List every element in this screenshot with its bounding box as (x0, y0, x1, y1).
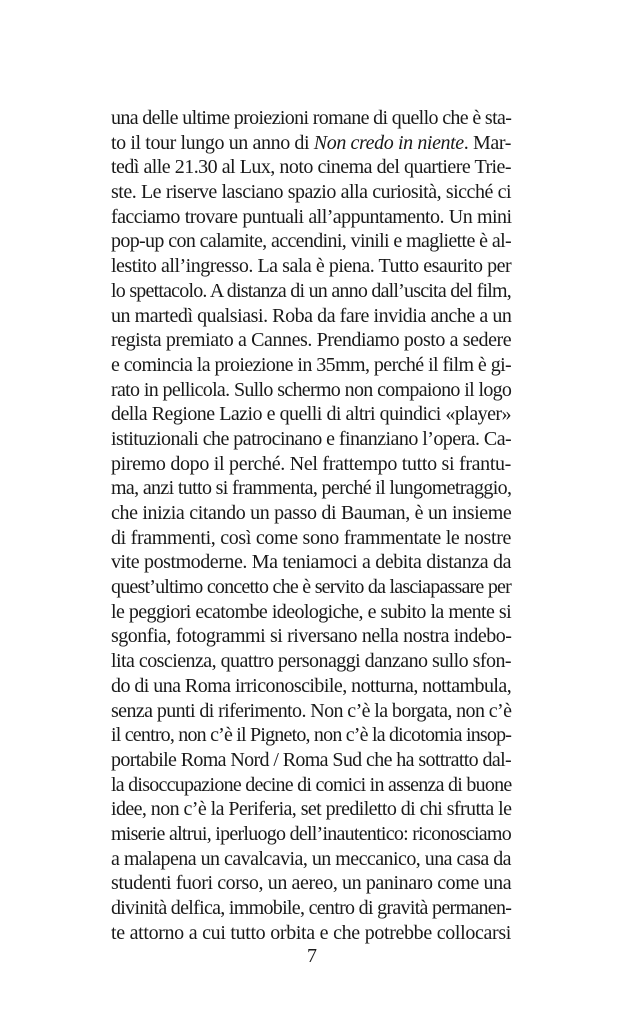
text-run: un martedì qualsiasi. Roba da fare invidia anche a un (111, 304, 512, 327)
text-run: lita coscienza, quattro personaggi danzano sullo sfon- (111, 650, 511, 673)
italic-title: Non credo in niente (313, 131, 464, 154)
text-run: studenti fuori corso, un aereo, un paninaro come una (111, 872, 512, 895)
text-run: piremo dopo il perché. Nel frattempo tutto si frantu- (111, 452, 511, 475)
text-run: regista premiato a Cannes. Prendiamo posto a sedere (111, 329, 512, 352)
text-line (111, 279, 511, 304)
text-line (111, 600, 511, 625)
text-line (111, 822, 511, 847)
text-run: quest’ultimo concetto che è servito da lasciapassare per (111, 576, 511, 599)
text-line (111, 378, 511, 403)
text-run: tedì alle 21.30 al Lux, noto cinema del quartiere Trie- (111, 156, 511, 179)
text-run: miserie altrui, iperluogo dell’inautentico: riconosciamo (111, 822, 511, 845)
text-line (111, 254, 511, 279)
text-run: pop-up con calamite, accendini, vinili e magliette è al- (111, 230, 511, 253)
text-line (111, 847, 511, 872)
text-line (111, 723, 511, 748)
text-line (111, 501, 511, 526)
text-line (111, 205, 511, 230)
text-run: te attorno a cui tutto orbita e che potrebbe collocarsi (111, 921, 511, 944)
text-run: della Regione Lazio e quelli di altri quindici «player» (111, 403, 511, 426)
text-line (111, 131, 511, 156)
text-line (111, 304, 511, 329)
text-run: di frammenti, così come sono frammentate le nostre (111, 526, 512, 549)
text-line (111, 773, 511, 798)
text-line (111, 649, 511, 674)
text-line (111, 748, 511, 773)
text-run: la disoccupazione decine di comici in assenza di buone (111, 773, 512, 796)
text-line (111, 575, 511, 600)
text-run: il centro, non c’è il Pigneto, non c’è la dicotomia insop- (111, 724, 512, 747)
text-run: rato in pellicola. Sullo schermo non compaiono il logo (111, 378, 512, 401)
text-line (111, 624, 511, 649)
text-line (111, 674, 511, 699)
body-text (111, 106, 511, 945)
text-line (111, 476, 511, 501)
text-run: istituzionali che patrocinano e finanziano l’opera. Ca- (111, 427, 512, 450)
text-line (111, 550, 511, 575)
text-run: facciamo trovare puntuali all’appuntamento. Un mini (111, 205, 512, 228)
text-run: le peggiori ecatombe ideologiche, e subito la mente si (111, 600, 512, 623)
text-line (111, 921, 511, 946)
text-run: ma, anzi tutto si frammenta, perché il lungometraggio, (111, 477, 512, 500)
text-run: senza punti di riferimento. Non c’è la borgata, non c’è (111, 699, 512, 722)
text-run: . Mar- (463, 131, 511, 154)
text-line (111, 402, 511, 427)
text-run: divinità delfica, immobile, centro di gravità permanen- (111, 897, 512, 919)
text-run: lestito all’ingresso. La sala è piena. Tutto esaurito per (111, 255, 512, 278)
text-run: che inizia citando un passo di Bauman, è un insieme (111, 502, 512, 524)
text-run: vite postmoderne. Ma teniamoci a debita distanza da (111, 551, 512, 574)
text-run: to il tour lungo un anno di (111, 131, 314, 154)
text-line (111, 353, 511, 378)
text-line (111, 452, 511, 477)
text-line (111, 155, 511, 180)
text-line (111, 699, 511, 724)
text-line (111, 871, 511, 896)
text-run: e comincia la proiezione in 35mm, perché il film è gi- (111, 353, 512, 376)
text-line (111, 180, 511, 205)
text-run: portabile Roma Nord / Roma Sud che ha sottratto dal- (111, 748, 511, 771)
text-run: una delle ultime proiezioni romane di quello che è sta- (111, 107, 512, 129)
text-run: ste. Le riserve lasciano spazio alla curiosità, sicché ci (111, 181, 511, 204)
text-run: sgonfia, fotogrammi si riversano nella nostra indebo- (111, 625, 512, 648)
text-run: lo spettacolo. A distanza di un anno dall’uscita del film, (111, 279, 511, 302)
text-line (111, 106, 511, 131)
text-line (111, 427, 511, 452)
text-line (111, 328, 511, 353)
text-line (111, 526, 511, 551)
text-run: a malapena un cavalcavia, un meccanico, una casa da (111, 847, 511, 870)
text-line (111, 896, 511, 921)
text-line (111, 229, 511, 254)
text-line (111, 797, 511, 822)
text-run: do di una Roma irriconoscibile, notturna, nottambula, (111, 674, 512, 697)
page-number: 7 (307, 945, 317, 967)
text-run: idee, non c’è la Periferia, set prediletto di chi sfrutta le (111, 798, 512, 821)
